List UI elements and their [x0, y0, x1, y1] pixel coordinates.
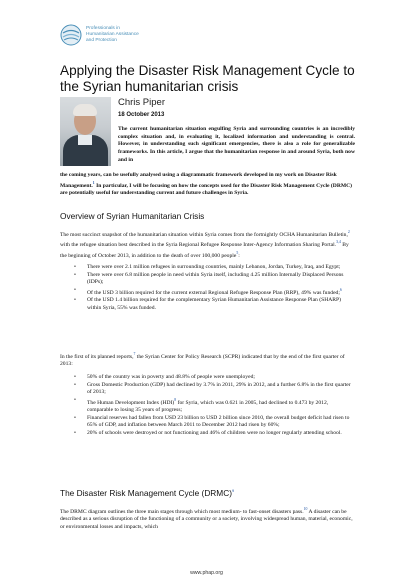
- footnote-link[interactable]: 1: [92, 180, 95, 185]
- photo-collar: [78, 135, 92, 145]
- bullet-icon: •: [74, 264, 76, 270]
- logo-text: [86, 26, 186, 45]
- list-item: [60, 264, 355, 272]
- section-heading-drmc: [60, 488, 234, 498]
- list-item: [60, 430, 355, 438]
- paragraph-text: In the first of its planned reports,: [60, 353, 134, 360]
- logo-line: and Protection: [86, 38, 117, 44]
- bullet-icon: •: [74, 396, 76, 403]
- paragraph-text: The DRMC diagram outlines the three main stages through which most medium- to fast-onset disasters pass.: [60, 508, 304, 515]
- phap-globe-icon: [60, 24, 82, 46]
- paragraph-text: the Syrian Center for Policy Research (SCPR) indicated that by the end of the first quarter of 2013:: [60, 353, 345, 368]
- list-item: [60, 374, 355, 382]
- list-item: [60, 287, 355, 297]
- paragraph-text: By the beginning of October 2013, in addition to the death of over 100,000 people: [60, 242, 349, 259]
- bullet-icon: •: [74, 297, 76, 304]
- footnote-link[interactable]: 5: [236, 250, 239, 255]
- author-photo: [60, 97, 111, 166]
- footnote-link[interactable]: 2: [347, 230, 350, 234]
- bullet-icon: •: [74, 271, 76, 278]
- paragraph-text: The most succinct snapshot of the humanitarian situation within Syria comes from the fortnightly OCHA Humanitarian Bulletin,: [60, 231, 348, 238]
- author-name: Chris Piper: [118, 97, 165, 108]
- overview-paragraph: [60, 229, 355, 260]
- list-item: [60, 272, 355, 287]
- abstract-text: the coming years, can be usefully analysed using a diagrammatic framework developed in my work on Disaster Risk Management.: [60, 172, 337, 189]
- paragraph-text: :: [238, 252, 240, 259]
- footnote-link[interactable]: 6: [339, 287, 342, 292]
- footnote-link[interactable]: 3,4: [336, 240, 341, 245]
- list-item-text: Gross Domestic Production (GDP) had declined by 3.7% in 2011, 29% in 2012, and a further 6.8% in the first quarter of 2013;: [87, 381, 351, 396]
- footer-url[interactable]: www.phap.org: [190, 570, 223, 576]
- list-item: [60, 397, 355, 415]
- list-item-text: The Human Development Index (HDI): [87, 399, 175, 406]
- list-item-text: for Syria, which was 0.621 in 2005, had declined to 0.473 by 2012, comparable to losing 35 years of progress;: [87, 399, 329, 414]
- logo-line: Humanitarian Assistance: [86, 32, 139, 38]
- footnote-link[interactable]: 10: [303, 507, 308, 511]
- list-item-text: 50% of the country was in poverty and 48.8% of people were unemployed;: [87, 374, 255, 380]
- list-item-text: Financial reserves had fallen from USD 23 billion to USD 2 billion since 2010, the overall budget deficit had risen to 65% of GDP, and inflation between March 2011 to December 2012 had risen by 60%;: [87, 414, 350, 429]
- bullet-icon: •: [74, 414, 76, 421]
- paragraph-text: A disaster can be described as a serious disruption of the functioning of a community or a society, involving widespread human, material, economic, or environmental losses and impacts, which: [60, 508, 353, 531]
- footnote-link[interactable]: 8: [174, 397, 177, 402]
- list-item-text: Of the USD 1.4 billion required for the complementary Syrian Humanitarian Assistance Response Plan (SHARP) within Syria, 55% was funded.: [87, 297, 342, 311]
- logo-line: Professionals in: [86, 26, 120, 31]
- bullet-icon: •: [74, 381, 76, 388]
- scpr-paragraph: [60, 351, 355, 369]
- list-item-text: There were over 2.1 million refugees in surrounding countries, mainly Lebanon, Jordan, Turkey, Iraq, and Egypt;: [87, 264, 341, 270]
- publish-date: 18 October 2013: [118, 112, 165, 118]
- footnote-link[interactable]: 9: [231, 489, 235, 494]
- scpr-bullet-list: [60, 374, 355, 438]
- bullet-icon: •: [74, 286, 76, 293]
- phap-logo[interactable]: [60, 24, 180, 52]
- footnote-link[interactable]: 7: [133, 352, 136, 356]
- paragraph-text: with the refugee situation best described in the Syria Regional Refugee Response Inter-Agency Information Sharing Portal.: [60, 242, 337, 249]
- list-item-text: There were over 6.8 million people in need within Syria itself, including 4.25 million Internally Displaced Persons (IDPs);: [87, 271, 344, 286]
- refugee-bullet-list: [60, 264, 355, 312]
- list-item-text: Of the USD 3 billion required for the current external Regional Refugee Response Plan (RRP), 49% was funded;: [87, 289, 340, 296]
- drmc-paragraph: [60, 506, 355, 532]
- heading-text: The Disaster Risk Management Cycle (DRMC): [60, 488, 232, 498]
- photo-hair: [73, 104, 97, 116]
- abstract: The current humanitarian situation engulfing Syria and surrounding countries is an incredibly complex situation and, in evaluating it, localized information and understanding is central. However, in understanding such significant emergencies, there is also a role for generalizable frameworks. In this article, I argue that the humanitarian response in and around Syria, both now and in: [118, 126, 355, 163]
- list-item: [60, 297, 355, 312]
- list-item-text: 20% of schools were destroyed or not functioning and 46% of children were no longer regularly attending school.: [87, 430, 342, 437]
- abstract-continued: [60, 172, 355, 198]
- bullet-icon: •: [74, 430, 76, 437]
- section-heading-overview: Overview of Syrian Humanitarian Crisis: [60, 211, 205, 221]
- list-item: [60, 415, 355, 430]
- bullet-icon: •: [74, 374, 76, 380]
- article-title: Applying the Disaster Risk Management Cycle to the Syrian humanitarian crisis: [60, 63, 355, 94]
- abstract-text: In particular, I will be focusing on how the concepts used for the Disaster Risk Management Cycle (DRMC) are potentially useful for understanding current and future challenges in Syria.: [60, 182, 353, 197]
- list-item: [60, 382, 355, 397]
